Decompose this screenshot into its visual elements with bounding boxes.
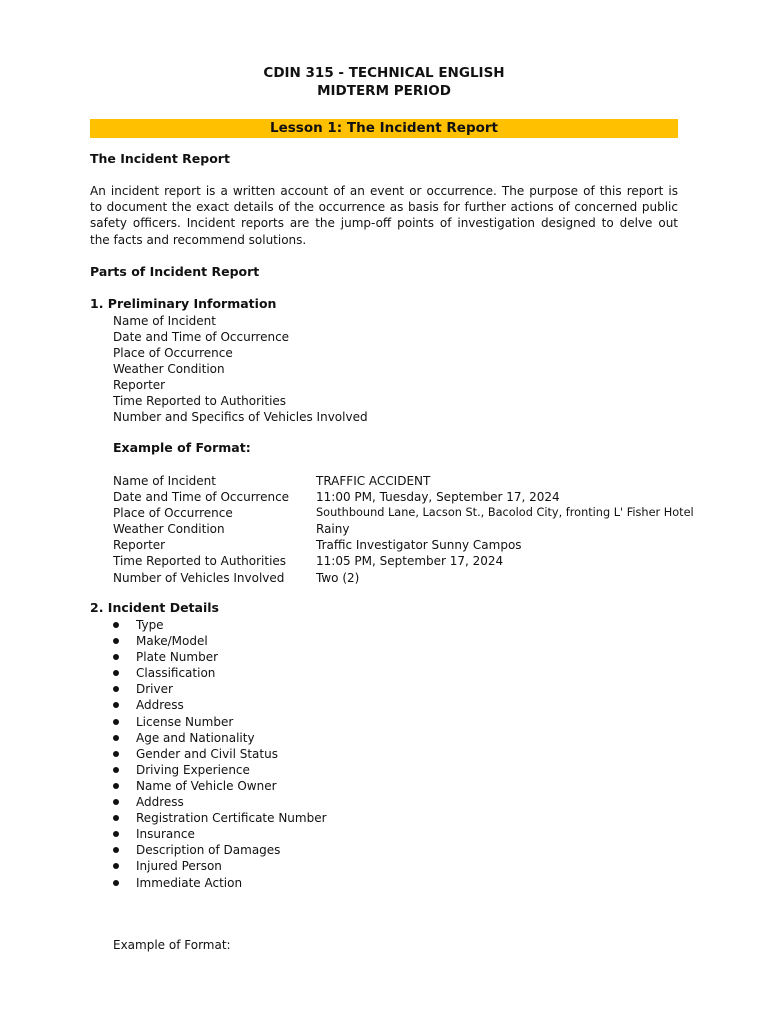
list-item [113, 697, 327, 713]
bullet-icon [113, 751, 119, 757]
format-value: 11:00 PM, Tuesday, September 17, 2024 [316, 490, 560, 505]
list-item-label: Make/Model [136, 634, 208, 649]
list-item [113, 875, 327, 891]
list-item-label: Insurance [136, 827, 195, 842]
list-item: Number and Specifics of Vehicles Involved [113, 410, 368, 424]
list-item: Weather Condition [113, 362, 225, 376]
bullet-icon [113, 847, 119, 853]
format-label: Weather Condition [113, 522, 225, 537]
list-item-label: Plate Number [136, 650, 219, 665]
list-item [113, 714, 327, 730]
list-item [113, 810, 327, 826]
format-value: Rainy [316, 522, 350, 537]
bullet-icon [113, 767, 119, 773]
list-item-label: Age and Nationality [136, 730, 255, 745]
format-label: Number of Vehicles Involved [113, 570, 285, 585]
format-value: Two (2) [316, 570, 360, 585]
course-title: CDIN 315 - TECHNICAL ENGLISH [263, 65, 505, 81]
format-label: Time Reported to Authorities [113, 554, 287, 569]
list-item [113, 665, 327, 681]
list-item-label: Registration Certificate Number [136, 811, 327, 826]
details-list [113, 617, 327, 891]
list-item [113, 858, 327, 874]
format-label: Name of Incident [113, 474, 216, 488]
list-item: Place of Occurrence [113, 346, 233, 360]
list-item: Name of Incident [113, 314, 216, 328]
bullet-icon [113, 670, 119, 676]
example-format-footer: Example of Format: [113, 938, 231, 952]
bullet-icon [113, 880, 119, 886]
bullet-icon [113, 831, 119, 837]
format-value: Traffic Investigator Sunny Campos [316, 538, 522, 553]
list-item [113, 730, 327, 746]
bullet-icon [113, 638, 119, 644]
section-title: The Incident Report [90, 151, 230, 166]
list-item [113, 842, 327, 858]
bullet-icon [113, 719, 119, 725]
list-item-label: Injured Person [136, 859, 222, 874]
list-item-label: Classification [136, 666, 216, 681]
bullet-icon [113, 654, 119, 660]
list-item [113, 762, 327, 778]
preliminary-list [113, 313, 368, 425]
list-item-label: Driving Experience [136, 762, 250, 777]
parts-heading: Parts of Incident Report [90, 264, 260, 279]
list-item-label: Gender and Civil Status [136, 746, 278, 761]
list-item [113, 617, 327, 633]
list-item-label: Address [136, 795, 184, 810]
intro-line: the facts and recommend solutions. [90, 232, 307, 247]
example-heading: Example of Format: [113, 440, 251, 455]
list-item: Reporter [113, 378, 166, 392]
bullet-icon [113, 863, 119, 869]
intro-line: to document the exact details of the occurrence as basis for further actions of concerned public [90, 200, 678, 215]
list-item-label: Address [136, 698, 184, 713]
list-item-label: Immediate Action [136, 875, 243, 890]
format-label: Place of Occurrence [113, 506, 233, 521]
format-value: 11:05 PM, September 17, 2024 [316, 554, 504, 569]
list-item [113, 633, 327, 649]
list-item-label: Type [136, 618, 164, 632]
list-item: Time Reported to Authorities [113, 394, 287, 408]
format-label: Date and Time of Occurrence [113, 490, 290, 505]
bullet-icon [113, 622, 119, 628]
list-item [113, 681, 327, 697]
list-item-label: Name of Vehicle Owner [136, 778, 277, 793]
list-item-label: Description of Damages [136, 843, 281, 858]
list-item-label: License Number [136, 714, 234, 729]
list-item [113, 794, 327, 810]
format-value: TRAFFIC ACCIDENT [316, 474, 431, 488]
list-item [113, 649, 327, 665]
bullet-icon [113, 735, 119, 741]
lesson-title-bar: Lesson 1: The Incident Report [90, 119, 678, 138]
details-heading: 2. Incident Details [90, 600, 219, 615]
list-item [113, 826, 327, 842]
bullet-icon [113, 783, 119, 789]
intro-line: An incident report is a written account of an event or occurrence. The purpose of this report is [90, 184, 678, 198]
list-item-label: Driver [136, 682, 173, 697]
preliminary-heading: 1. Preliminary Information [90, 296, 277, 311]
list-item: Date and Time of Occurrence [113, 330, 290, 344]
format-value: Southbound Lane, Lacson St., Bacolod City, fronting L' Fisher Hotel [316, 506, 694, 520]
bullet-icon [113, 799, 119, 805]
format-label: Reporter [113, 538, 166, 553]
period-title: MIDTERM PERIOD [317, 83, 451, 99]
bullet-icon [113, 815, 119, 821]
list-item [113, 746, 327, 762]
list-item [113, 778, 327, 794]
bullet-icon [113, 702, 119, 708]
bullet-icon [113, 686, 119, 692]
intro-line: safety officers. Incident reports are the jump-off points of investigation designed to delve out [90, 216, 678, 231]
intro-paragraph [90, 183, 678, 248]
